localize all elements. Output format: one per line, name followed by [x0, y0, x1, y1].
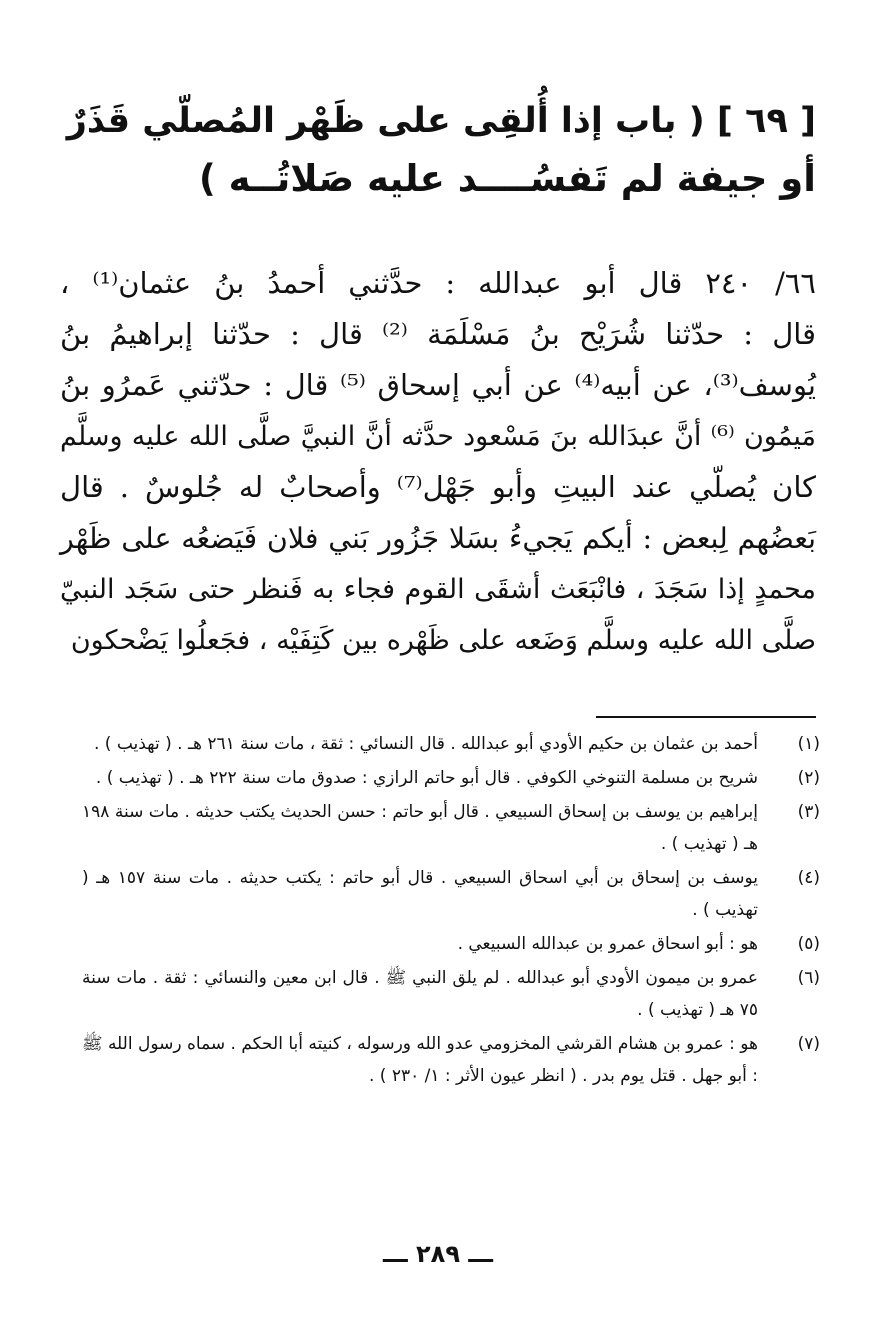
- footnote-text: هو : عمرو بن هشام القرشي المخزومي عدو الله ورسوله ، كنيته أبا الحكم . سماه رسول الله ﷺ : أبو جهل . قتل يوم بدر . ( انظر عيون الأثر : ١/ ٢٣٠ ) .: [82, 1034, 758, 1086]
- footnote-number: (٧): [797, 1034, 820, 1054]
- footnote-item: [82, 762, 820, 794]
- chapter-title-line-2: أو جيفة لم تَفسُــــد عليه صَلاتُــه ): [198, 157, 816, 200]
- footnote-item: [82, 728, 820, 760]
- hadith-line: مَيمُون ⁽⁶⁾ أنَّ عبدَالله بنَ مَسْعود حدَّثه أنَّ النبيَّ صلَّى الله عليه وسلَّم: [60, 421, 816, 452]
- footnote-item: [82, 796, 820, 860]
- footnote-text: أحمد بن عثمان بن حكيم الأودي أبو عبدالله . قال النسائي : ثقة ، مات سنة ٢٦١ هـ . ( تهذيب ) .: [93, 734, 758, 754]
- hadith-line: ٦٦/ ٢٤٠ قال أبو عبدالله : حدَّثني أحمدُ بنُ عثمان⁽¹⁾ ،: [60, 266, 816, 300]
- footnote-divider: [596, 716, 816, 718]
- footnote-item: [82, 962, 820, 1026]
- chapter-title: [60, 92, 816, 208]
- footnote-number: (١): [797, 734, 820, 754]
- footnote-item: [82, 928, 820, 960]
- footnote-item: [82, 1028, 820, 1092]
- footnotes: [82, 728, 820, 1094]
- footnote-item: [82, 862, 820, 926]
- hadith-line: محمدٍ إذا سَجَدَ ، فانْبَعَث أشقَى القوم فجاء به فَنظر حتى سَجَد النبيّ: [60, 574, 816, 605]
- hadith-line: يُوسف⁽³⁾، عن أبيه⁽⁴⁾ عن أبي إسحاق ⁽⁵⁾ قال : حدّثني عَمرُو بنُ: [60, 368, 816, 402]
- page-number: ـــ ٢٨٩ ـــ: [383, 1240, 493, 1268]
- footnote-number: (٣): [797, 802, 820, 822]
- hadith-line: صلَّى الله عليه وسلَّم وَضَعه على ظَهْره بين كَتِفَيْه ، فجَعلُوا يَضْحكون: [70, 625, 816, 656]
- hadith-line: بَعضُهم لِبعض : أيكم يَجيءُ بسَلا جَزُور بَني فلان فَيَضعُه على ظَهْر: [60, 522, 816, 555]
- footnote-number: (٤): [797, 868, 820, 888]
- footnote-number: (٢): [797, 768, 820, 788]
- footnote-number: (٥): [797, 934, 820, 954]
- footnote-text: عمرو بن ميمون الأودي أبو عبدالله . لم يلق النبي ﷺ . قال ابن معين والنسائي : ثقة . مات سنة ٧٥ هـ ( تهذيب ) .: [82, 968, 758, 1020]
- footnote-text: هو : أبو اسحاق عمرو بن عبدالله السبيعي .: [457, 934, 758, 954]
- footnote-text: يوسف بن إسحاق بن أبي اسحاق السبيعي . قال أبو حاتم : يكتب حديثه . مات سنة ١٥٧ هـ ( تهذيب ) .: [82, 868, 758, 920]
- footnote-text: إبراهيم بن يوسف بن إسحاق السبيعي . قال أبو حاتم : حسن الحديث يكتب حديثه . مات سنة ١٩٨ هـ ( تهذيب ) .: [82, 802, 758, 854]
- hadith-text: [60, 258, 816, 666]
- hadith-line: كان يُصلّي عند البيتِ وأبو جَهْل⁽⁷⁾ وأصحابٌ له جُلوسٌ . قال: [60, 470, 816, 504]
- footnote-number: (٦): [797, 968, 820, 988]
- footnote-text: شريح بن مسلمة التنوخي الكوفي . قال أبو حاتم الرازي : صدوق مات سنة ٢٢٢ هـ . ( تهذيب ) .: [95, 768, 758, 788]
- chapter-title-line-1: [ ٦٩ ] ( باب إذا أُلقِى على ظَهْر المُصلّي قَذَرٌ: [66, 101, 816, 141]
- hadith-line: قال : حدّثنا شُرَيْح بنُ مَسْلَمَة ⁽²⁾ قال : حدّثنا إبراهيمُ بنُ: [60, 317, 816, 351]
